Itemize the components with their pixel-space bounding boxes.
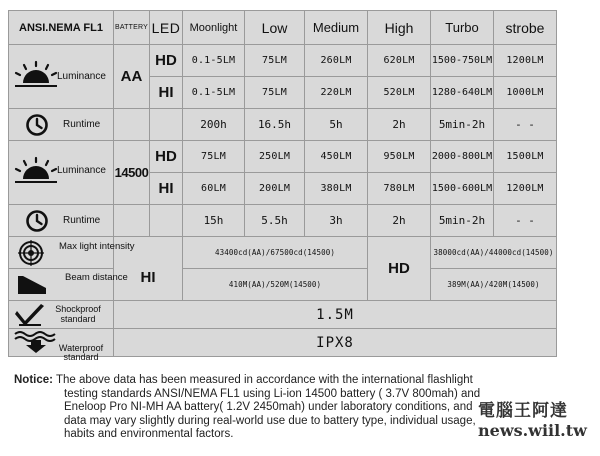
li-runtime-row [9,205,557,237]
li-runtime-turbo: 5min-2h [431,205,494,237]
li-hi-moonlight: 60LM [183,173,245,205]
li-hi-strobe: 1200LM [494,173,557,205]
li-hd-row [9,141,557,173]
li-luminance-cell [9,141,114,205]
li-hd-high: 950LM [368,141,431,173]
aa-runtime-cell [9,109,114,141]
li-hi-low: 200LM [245,173,305,205]
aa-hi-led: HI [150,77,183,109]
aa-luminance-cell [9,45,114,109]
intensity-row [9,237,557,269]
notice-line-5: habits and environmental factors. [64,428,234,441]
aa-hd-row [9,45,557,77]
aa-hd-turbo: 1500-750LM [431,45,494,77]
header-mode-turbo: Turbo [431,11,494,45]
aa-hi-turbo: 1280-640LM [431,77,494,109]
aa-hd-medium: 260LM [305,45,368,77]
sun-icon [15,157,57,187]
water-row [9,329,557,357]
hi-distance: 410M(AA)/520M(14500) [183,269,368,301]
notice-line-2: testing standards ANSI/NEMA FL1 using Li-ion 14500 battery ( 3.7V 800mah) and [64,387,481,400]
shock-label: Shockproof standard [55,304,101,324]
intensity-label-cell [9,237,135,269]
li-runtime-moonlight: 15h [183,205,245,237]
li-hi-turbo: 1500-600LM [431,173,494,205]
shock-label-cell [9,301,114,329]
notice-label: Notice: [14,374,53,386]
aa-runtime-strobe: - - [494,109,557,141]
li-runtime-low: 5.5h [245,205,305,237]
aa-hd-moonlight: 0.1-5LM [183,45,245,77]
water-label: Waterproof standard [58,343,104,362]
li-runtime-led-blank [150,205,183,237]
notice-line-3: Eneloop Pro NI-MH AA battery( 1.2V 2450mah) under laboratory conditions, and [64,401,473,414]
hi-beam-led: HI [114,269,183,301]
water-label-cell [9,329,114,362]
shockproof-icon [15,303,45,327]
li-runtime-strobe: - - [494,205,557,237]
distance-row [9,269,557,301]
aa-hi-medium: 220LM [305,77,368,109]
li-hd-turbo: 2000-800LM [431,141,494,173]
header-mode-high: High [368,11,431,45]
aa-runtime-label: Runtime [63,119,101,130]
aa-hd-high: 620LM [368,45,431,77]
aa-hd-low: 75LM [245,45,305,77]
li-hd-moonlight: 75LM [183,141,245,173]
shock-value: 1.5M [114,301,557,329]
watermark [478,396,587,440]
li-hd-led: HD [150,141,183,173]
li-hd-strobe: 1500LM [494,141,557,173]
distance-label-cell [9,269,128,301]
li-hd-low: 250LM [245,141,305,173]
li-runtime-cell [9,205,114,237]
distance-label: Beam distance [65,272,128,283]
aa-hi-high: 520LM [368,77,431,109]
aa-runtime-battery-blank [114,109,150,141]
watermark-title: 電腦王阿達 [478,401,568,421]
header-led: LED [150,11,183,45]
aa-hi-strobe: 1000LM [494,77,557,109]
hd-intensity: 38000cd(AA)/44000cd(14500) [431,237,557,269]
aa-runtime-turbo: 5min-2h [431,109,494,141]
notice-line-4: data may vary slightly during real-world use due to battery type, individual usage, [64,414,476,427]
hi-intensity: 43400cd(AA)/67500cd(14500) [183,237,368,269]
aa-runtime-row [9,109,557,141]
li-luminance-label: Luminance [57,165,106,176]
header-mode-strobe: strobe [494,11,557,45]
header-mode-low: Low [245,11,305,45]
intensity-label: Max light intensity [59,241,135,252]
li-hi-high: 780LM [368,173,431,205]
aa-hd-strobe: 1200LM [494,45,557,77]
watermark-url: news.wiil.tw [478,421,587,440]
aa-hi-low: 75LM [245,77,305,109]
spec-table [8,10,557,362]
aa-hd-led: HD [150,45,183,77]
li-runtime-battery-blank [114,205,150,237]
li-runtime-high: 2h [368,205,431,237]
li-battery: 14500 [114,141,150,205]
aa-battery: AA [114,45,150,109]
li-hi-led: HI [150,173,183,205]
li-runtime-medium: 3h [305,205,368,237]
aa-runtime-low: 16.5h [245,109,305,141]
li-hd-medium: 450LM [305,141,368,173]
aa-runtime-led-blank [150,109,183,141]
beam-icon [17,274,47,296]
header-mode-medium: Medium [305,11,368,45]
clock-icon [25,113,49,137]
li-runtime-label: Runtime [63,215,101,226]
header-mode-moonlight: Moonlight [183,11,245,45]
aa-runtime-medium: 5h [305,109,368,141]
hd-beam-led: HD [368,237,431,301]
aa-runtime-high: 2h [368,109,431,141]
aa-hi-moonlight: 0.1-5LM [183,77,245,109]
notice-line-1: The above data has been measured in accordance with the international flashlight [55,374,473,386]
clock-icon [25,209,49,233]
header-row [9,11,557,45]
water-value: IPX8 [114,329,557,357]
aa-runtime-moonlight: 200h [183,109,245,141]
target-icon [17,240,45,266]
header-title: ANSI.NEMA FL1 [9,11,114,45]
header-battery: BATTERY [114,11,150,45]
aa-luminance-label: Luminance [57,71,106,82]
li-hi-medium: 380LM [305,173,368,205]
sun-icon [15,61,57,91]
hd-distance: 389M(AA)/420M(14500) [431,269,557,301]
shock-row [9,301,557,329]
